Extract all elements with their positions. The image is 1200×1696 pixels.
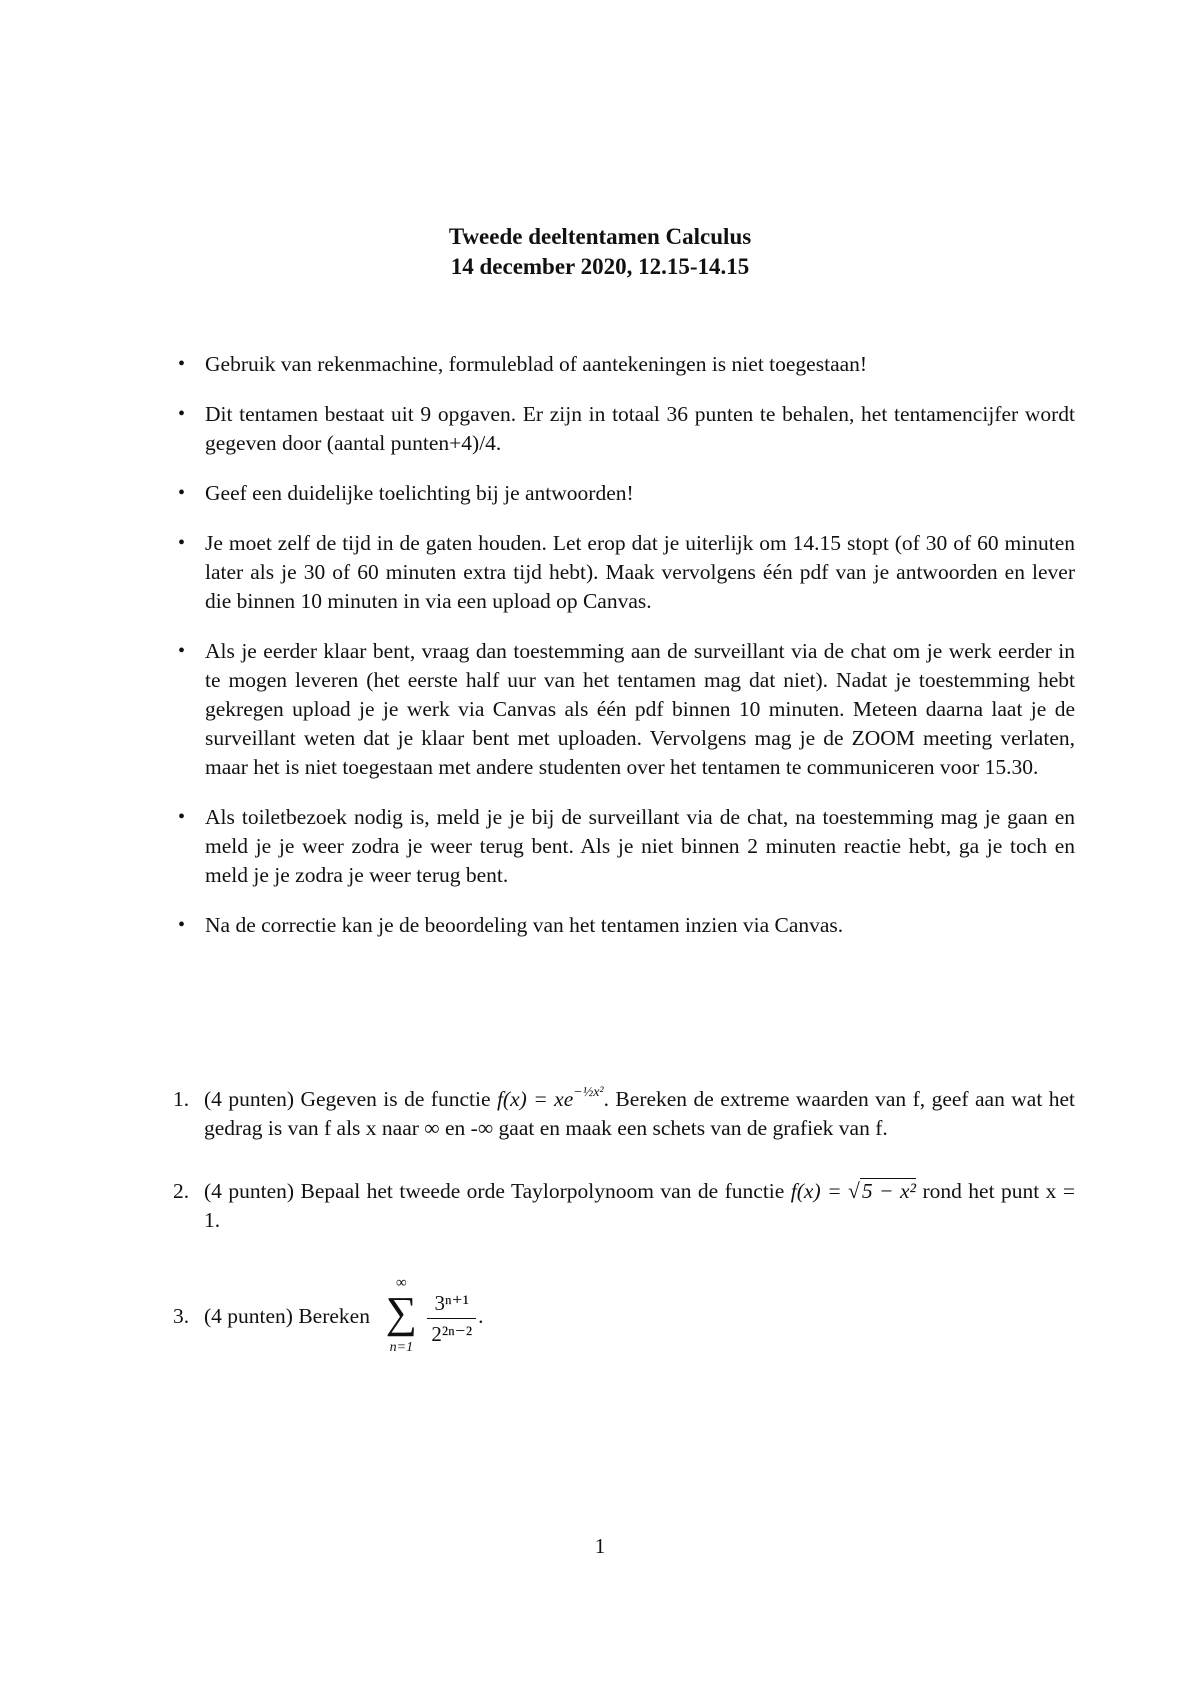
rule-text: Als je eerder klaar bent, vraag dan toestemming aan de surveillant via de chat om je werk eerder in te mogen leveren (het eerste half uur van het tentamen mag dat niet). Nadat je toestemming hebt gekregen upload je je werk via Canvas als één pdf binnen 10 minuten. Meteen daarna laat je de surveillant weten dat je klaar bent met uploaden. Vervolgens mag je de ZOOM meeting verlaten, maar het is niet toegestaan met andere studenten over het tentamen te communiceren voor 15.30.	[205, 639, 1075, 779]
rule-text: Je moet zelf de tijd in de gaten houden. Let erop dat je uiterlijk om 14.15 stopt (of 30 of 60 minuten later als je 30 of 60 minuten extra tijd hebt). Maak vervolgens één pdf van je antwoorden en lever die binnen 10 minuten in via een upload op Canvas.	[205, 531, 1075, 613]
bullet-icon: •	[178, 532, 186, 554]
problem-text: . Bereken de extreme waarden van f, geef aan wat het gedrag is van f als x naar ∞ en -∞ gaat en maak een schets van de grafiek van f.	[204, 1087, 1076, 1140]
problem-intro: Bepaal het tweede orde Taylorpolynoom van de functie	[300, 1179, 785, 1203]
exam-date-time: 14 december 2020, 12.15-14.15	[450, 254, 750, 279]
rule-item	[178, 400, 1075, 458]
rule-item	[178, 479, 1075, 508]
problem-2	[173, 1177, 1075, 1235]
bullet-icon: •	[178, 640, 186, 662]
problem-intro: Gegeven is de functie	[300, 1087, 491, 1111]
problems-list	[173, 1085, 1075, 1361]
rule-text: Gebruik van rekenmachine, formuleblad of aantekeningen is niet toegestaan!	[205, 352, 868, 376]
sum-upper-limit: ∞	[396, 1275, 407, 1292]
rule-text: Dit tentamen bestaat uit 9 opgaven. Er zijn in totaal 36 punten te behalen, het tentamencijfer wordt gegeven door (aantal punten+4)/4.	[205, 402, 1075, 455]
formula-radicand: 5 − x²	[861, 1179, 916, 1203]
problem-points: (4 punten)	[204, 1179, 295, 1203]
problem-text: rond het punt x = 1.	[204, 1179, 1076, 1232]
problem-number: 3.	[173, 1304, 190, 1328]
sigma-icon: ∑	[385, 1288, 418, 1338]
bullet-icon: •	[178, 914, 186, 936]
fraction-denominator: 2²ⁿ⁻²	[431, 1321, 473, 1346]
problem-text: .	[478, 1304, 484, 1328]
formula: f(x) = xe	[496, 1087, 574, 1111]
bullet-icon: •	[178, 806, 186, 828]
rule-text: Na de correctie kan je de beoordeling van het tentamen inzien via Canvas.	[205, 913, 844, 937]
problem-intro: Bereken	[298, 1304, 370, 1328]
page-number: 1	[594, 1534, 606, 1558]
exam-header	[0, 222, 1200, 282]
fraction-numerator: 3ⁿ⁺¹	[427, 1290, 476, 1319]
rule-item	[178, 529, 1075, 616]
problem-number: 2.	[173, 1179, 190, 1203]
rule-item	[178, 911, 1075, 940]
exam-title: Tweede deeltentamen Calculus	[448, 224, 752, 249]
bullet-icon: •	[178, 403, 186, 425]
formula: f(x) = √	[790, 1179, 860, 1203]
rules-list	[178, 350, 1075, 961]
summation	[381, 1275, 421, 1361]
sum-lower-limit: n=1	[389, 1340, 414, 1356]
rule-item	[178, 350, 1075, 379]
rule-text: Geef een duidelijke toelichting bij je antwoorden!	[205, 481, 634, 505]
problem-points: (4 punten)	[204, 1087, 295, 1111]
rule-text: Als toiletbezoek nodig is, meld je je bij de surveillant via de chat, na toestemming mag je gaan en meld je je weer zodra je weer terug bent. Als je niet binnen 2 minuten reactie hebt, ga je toch en meld je je zodra je weer terug bent.	[205, 805, 1075, 887]
problem-3	[173, 1273, 1075, 1361]
bullet-icon: •	[178, 482, 186, 504]
formula-exponent: −½x²	[573, 1085, 604, 1100]
rule-item	[178, 637, 1075, 782]
rule-item	[178, 803, 1075, 890]
fraction	[427, 1290, 476, 1347]
problem-number: 1.	[173, 1087, 190, 1111]
problem-1	[173, 1085, 1075, 1143]
bullet-icon: •	[178, 353, 186, 375]
problem-points: (4 punten)	[204, 1304, 293, 1328]
